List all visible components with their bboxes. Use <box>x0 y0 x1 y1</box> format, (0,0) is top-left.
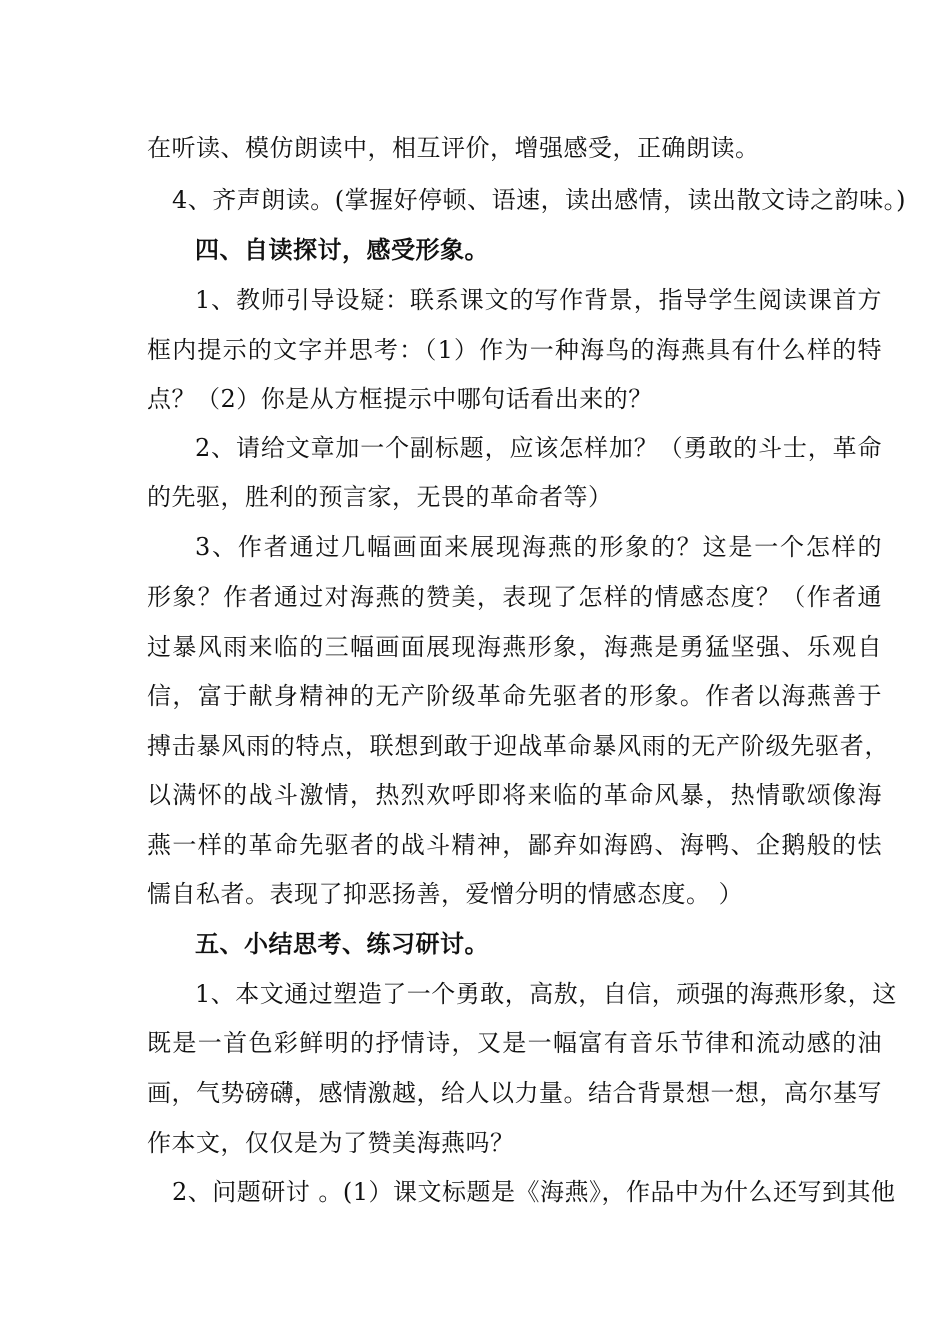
text-line: 既是一首色彩鲜明的抒情诗，又是一幅富有音乐节律和流动感的油 <box>147 1029 882 1057</box>
text-line: 过暴风雨来临的三幅画面展现海燕形象，海燕是勇猛坚强、乐观自 <box>147 633 882 661</box>
list-item-3: 3、作者通过几幅画面来展现海燕的形象的？这是一个怎样的 <box>195 533 882 561</box>
section-heading-5: 五、小结思考、练习研讨。 <box>195 929 489 958</box>
text-line: 信，富于献身精神的无产阶级革命先驱者的形象。作者以海燕善于 <box>147 682 882 710</box>
section-heading-4: 四、自读探讨，感受形象。 <box>195 235 489 264</box>
text-line: 画，气势磅礴，感情激越，给人以力量。结合背景想一想，高尔基写 <box>147 1079 882 1107</box>
text-line: 的先驱，胜利的预言家，无畏的革命者等） <box>147 483 613 511</box>
text-line: 点？（2）你是从方框提示中哪句话看出来的？ <box>147 385 653 413</box>
list-item-2: 2、问题研讨 。(1）课文标题是《海燕》，作品中为什么还写到其他 <box>172 1178 896 1206</box>
list-item-4: 4、齐声朗读。(掌握好停顿、语速，读出感情，读出散文诗之韵味。) <box>172 186 906 214</box>
text-line: 在听读、模仿朗读中，相互评价，增强感受，正确朗读。 <box>147 134 760 162</box>
list-item-1: 1、本文通过塑造了一个勇敢，高敖，自信，顽强的海燕形象，这 <box>195 980 897 1008</box>
text-line: 懦自私者。表现了抑恶扬善，爱憎分明的情感态度。 ） <box>147 880 744 908</box>
text-line: 燕一样的革命先驱者的战斗精神，鄙弃如海鸥、海鸭、企鹅般的怯 <box>147 831 882 859</box>
list-item-2: 2、请给文章加一个副标题，应该怎样加？（勇敢的斗士，革命 <box>195 434 882 462</box>
list-item-1: 1、教师引导设疑：联系课文的写作背景，指导学生阅读课首方 <box>195 286 882 314</box>
text-line: 形象？作者通过对海燕的赞美，表现了怎样的情感态度？（作者通 <box>147 583 882 611</box>
text-line: 以满怀的战斗激情，热烈欢呼即将来临的革命风暴，热情歌颂像海 <box>147 781 882 809</box>
text-line: 作本文，仅仅是为了赞美海燕吗？ <box>147 1129 515 1157</box>
text-line: 框内提示的文字并思考：（1）作为一种海鸟的海燕具有什么样的特 <box>147 336 882 364</box>
text-line: 搏击暴风雨的特点，联想到敢于迎战革命暴风雨的无产阶级先驱者， <box>147 732 889 760</box>
